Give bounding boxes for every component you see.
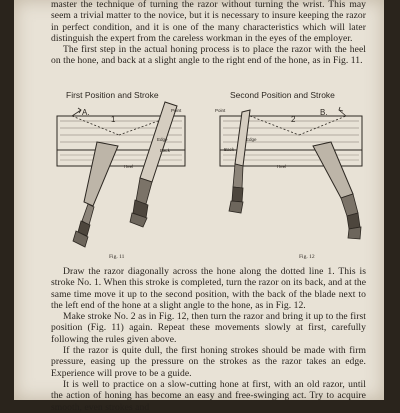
figure-12-title: Second Position and Stroke	[230, 90, 335, 100]
figure-11-title: First Position and Stroke	[66, 90, 159, 100]
figure-12-caption: Fig. 12	[299, 254, 315, 260]
paragraph: master the technique of turning the razor without turning the wrist. This may seem a trivial matter to the novice, but it is necessary to insure keeping the razor in perfect condition, and it is one of the many characteristics which will later distinguish the expert from the careless workman in the eyes of the employer.	[51, 0, 366, 44]
label-edge: Edge	[157, 137, 168, 142]
razor-handle-left	[73, 142, 118, 247]
razor-handle-right-fig-12	[313, 142, 361, 239]
label-edge: Edge	[246, 137, 257, 142]
bottom-text	[51, 266, 366, 413]
label-heel: Heel	[277, 164, 287, 169]
label-stroke-1: 1	[111, 115, 116, 124]
label-point: Point	[171, 108, 182, 113]
book-page	[14, 0, 384, 413]
razor-blade-left-fig-12	[229, 110, 250, 213]
paragraph: The first step in the actual honing process is to place the razor with the heel on the hone, and back at a slight angle to the right end of the hone, as in Fig. 11.	[51, 44, 366, 67]
paragraph: Draw the razor diagonally across the hone along the dotted line 1. This is stroke No. 1. When this stroke is completed, turn the razor on its back, and at the same time move it up to the second position, with the back of the blade next to the left end of the hone at a slight angle to the hone, as in Fig. 12.	[51, 266, 366, 311]
label-back: Back	[224, 147, 235, 152]
label-b: B.	[320, 108, 328, 117]
label-back: Back	[160, 148, 171, 153]
label-point: Point	[215, 108, 226, 113]
top-text	[51, 0, 366, 67]
label-stroke-2: 2	[291, 115, 296, 124]
paragraph: It is well to practice on a slow-cutting hone at first, with an old razor, until the action of honing has become an easy and free-swinging act. Try to acquire smooth, even strokes and	[51, 378, 366, 413]
label-heel: Heel	[124, 164, 134, 169]
figure-11-caption: Fig. 11	[109, 254, 125, 260]
paragraph: If the razor is quite dull, the first honing strokes should be made with firm pressure, easing up the pressure on the strokes as the razor takes an edge. Experience will prove to be a guide.	[51, 345, 366, 379]
honing-figures	[54, 90, 370, 262]
label-a: A.	[82, 108, 90, 117]
paragraph: Make stroke No. 2 as in Fig. 12, then turn the razor and bring it up to the first position (Fig. 11) again. Repeat these movements slowly at first, carefully following the rules given above.	[51, 311, 366, 345]
